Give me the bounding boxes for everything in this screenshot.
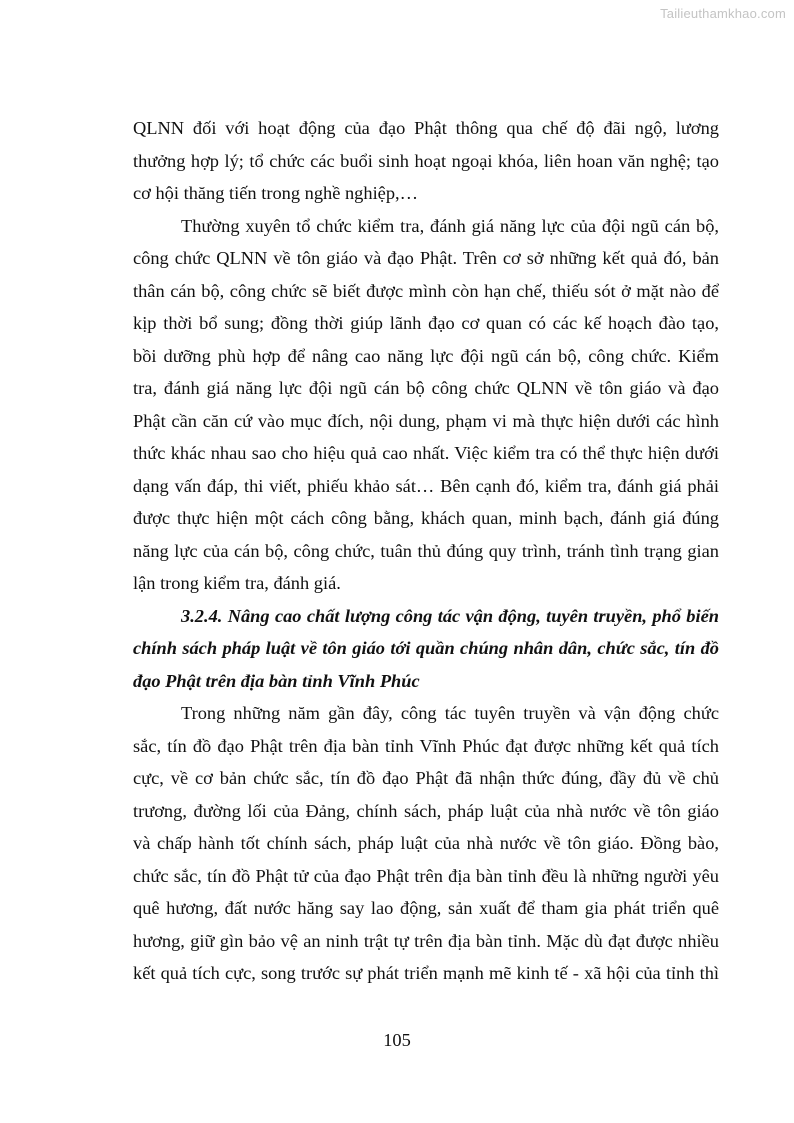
text-line: sắc, tín đồ đạo Phật trên địa bàn tỉnh Vĩnh Phúc đạt được những kết quả tích <box>133 735 719 756</box>
text-line: Trong những năm gần đây, công tác tuyên truyền và vận động chức <box>181 703 719 723</box>
text-line: kịp thời bổ sung; đồng thời giúp lãnh đạo cơ quan có các kế hoạch đào tạo, <box>133 313 719 333</box>
text-line: cực, về cơ bản chức sắc, tín đồ đạo Phật đã nhận thức đúng, đầy đủ về chủ <box>133 768 719 788</box>
page-body <box>133 112 719 990</box>
heading-line: đạo Phật trên địa bàn tỉnh Vĩnh Phúc <box>133 670 420 691</box>
text-line: trương, đường lối của Đảng, chính sách, pháp luật của nhà nước về tôn giáo <box>133 800 719 821</box>
page-number: 105 <box>383 1030 411 1050</box>
text-line: quê hương, đất nước hăng say lao động, sản xuất để tham gia phát triển quê <box>133 898 719 918</box>
text-line: công chức QLNN về tôn giáo và đạo Phật. Trên cơ sở những kết quả đó, bản <box>133 248 719 268</box>
text-line: và chấp hành tốt chính sách, pháp luật của nhà nước về tôn giáo. Đồng bào, <box>133 833 719 853</box>
text-line: dạng vấn đáp, thi viết, phiếu khảo sát… Bên cạnh đó, kiểm tra, đánh giá phải <box>133 475 719 496</box>
text-line: QLNN đối với hoạt động của đạo Phật thông qua chế độ đãi ngộ, lương <box>133 118 719 138</box>
text-line: năng lực của cán bộ, công chức, tuân thủ đúng quy trình, tránh tình trạng gian <box>133 540 719 561</box>
heading-line: chính sách pháp luật về tôn giáo tới quần chúng nhân dân, chức sắc, tín đồ <box>133 638 719 658</box>
text-line: tra, đánh giá năng lực đội ngũ cán bộ công chức QLNN về tôn giáo và đạo <box>133 378 719 398</box>
paragraph-propaganda <box>133 697 719 990</box>
section-heading <box>133 600 719 698</box>
text-line: thân cán bộ, công chức sẽ biết được mình còn hạn chế, thiếu sót ở mặt nào để <box>133 280 719 301</box>
text-line: bồi dưỡng phù hợp để nâng cao năng lực đội ngũ cán bộ, công chức. Kiểm <box>133 345 719 366</box>
text-line: hương, giữ gìn bảo vệ an ninh trật tự trên địa bàn tỉnh. Mặc dù đạt được nhiều <box>133 930 719 951</box>
heading-line: 3.2.4. Nâng cao chất lượng công tác vận động, tuyên truyền, phổ biến <box>181 605 719 626</box>
text-line: kết quả tích cực, song trước sự phát triển mạnh mẽ kinh tế - xã hội của tỉnh thì <box>133 963 719 983</box>
text-line: chức sắc, tín đồ Phật tử của đạo Phật trên địa bàn tỉnh đều là những người yêu <box>133 865 719 886</box>
text-line: cơ hội thăng tiến trong nghề nghiệp,… <box>133 183 419 203</box>
paragraph-continuation <box>133 112 719 210</box>
text-line: thưởng hợp lý; tổ chức các buổi sinh hoạt ngoại khóa, liên hoan văn nghệ; tạo <box>133 150 719 171</box>
text-line: Thường xuyên tổ chức kiểm tra, đánh giá năng lực của đội ngũ cán bộ, <box>181 215 719 236</box>
text-line: được thực hiện một cách công bằng, khách quan, minh bạch, đánh giá đúng <box>133 508 719 528</box>
watermark: Tailieuthamkhao.com <box>660 6 786 21</box>
text-line: lận trong kiểm tra, đánh giá. <box>133 573 341 593</box>
text-line: Phật cần căn cứ vào mục đích, nội dung, phạm vi mà thực hiện dưới các hình <box>133 410 719 431</box>
paragraph-evaluation <box>133 210 719 600</box>
text-line: thức khác nhau sao cho hiệu quả cao nhất. Việc kiểm tra có thể thực hiện dưới <box>133 443 719 463</box>
